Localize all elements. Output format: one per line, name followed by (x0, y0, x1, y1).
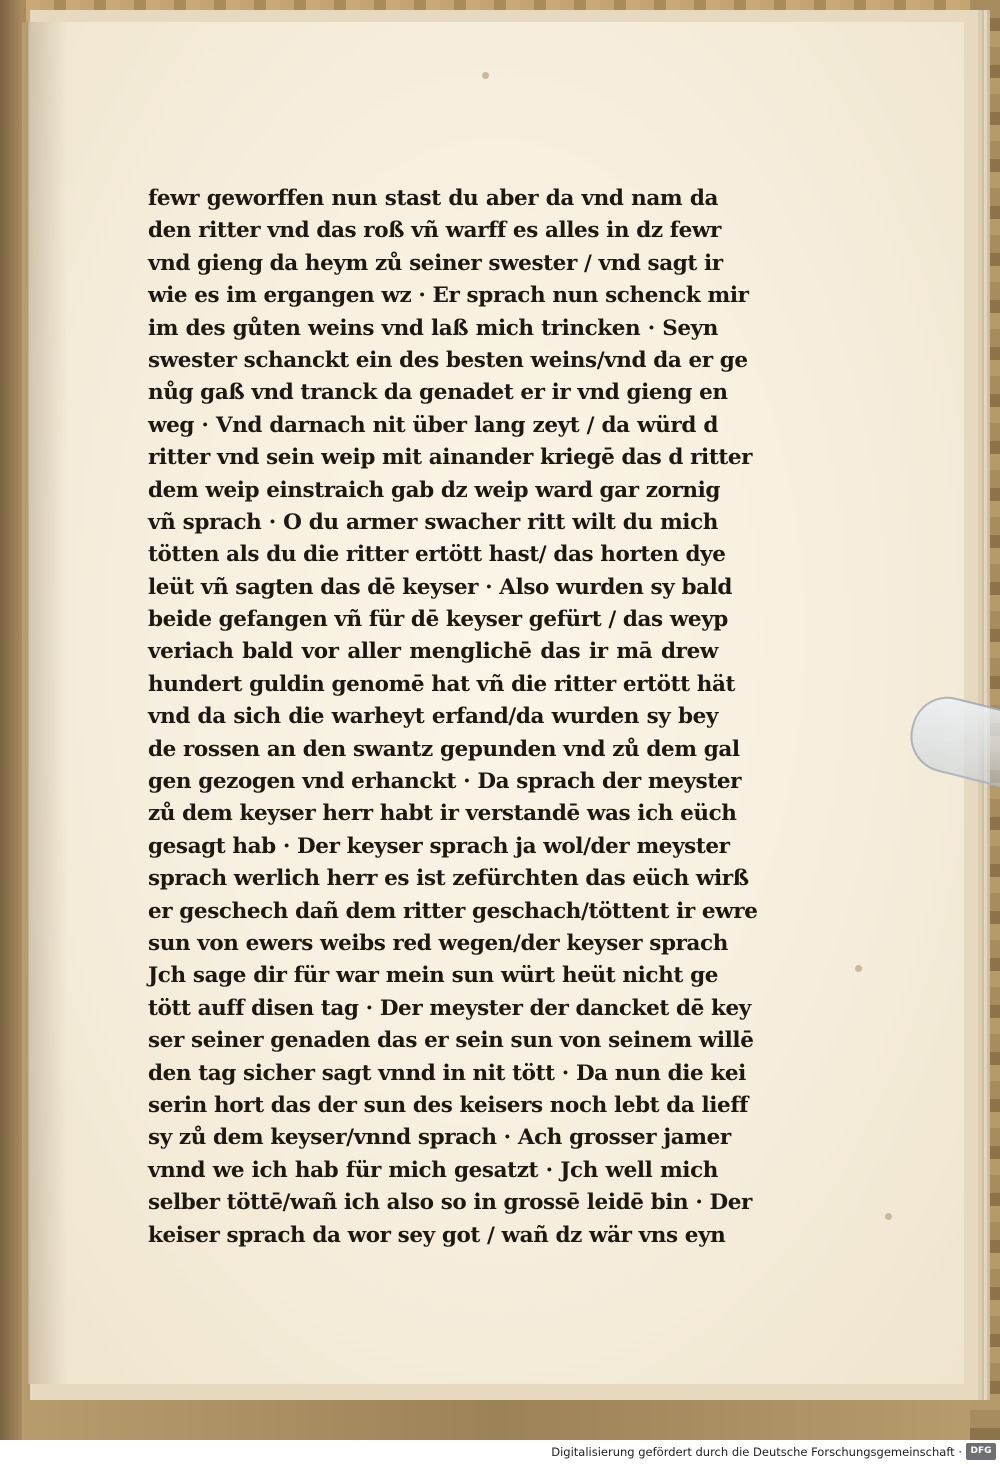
text-line: keiser sprach da wor sey got / wañ dz wär vns eyn (148, 1222, 726, 1248)
paper-spot (482, 72, 489, 79)
text-line: ritter vnd sein weip mit ainander kriegē das d ritter (148, 445, 753, 471)
text-line: selber töttē/wañ ich also so in grossē leidē bin · Der (148, 1190, 752, 1216)
text-line: den tag sicher sagt vnnd in nit tött · Da nun die kei (148, 1060, 746, 1086)
text-line: dem weip einstraich gab dz weip ward gar zornig (148, 477, 721, 503)
text-line: vñ sprach · O du armer swacher ritt wilt du mich (148, 509, 718, 535)
text-line: ser seiner genaden das er sein sun von seinem willē (148, 1028, 754, 1054)
paper-spot (885, 1213, 892, 1220)
printed-text-block (148, 183, 758, 1252)
binding-board-left (0, 0, 22, 1440)
text-line: de rossen an den swantz gepunden vnd zů dem gal (148, 736, 740, 762)
text-line: den ritter vnd das roß vñ warff es alles in dz fewr (148, 218, 721, 244)
paper-spot (855, 965, 862, 972)
text-line: gesagt hab · Der keyser sprach ja wol/der meyster (148, 833, 730, 859)
text-line: wie es im ergangen wz · Er sprach nun schenck mir (148, 283, 749, 309)
text-line: vnd da sich die warheyt erfand/da wurden sy bey (148, 704, 718, 730)
text-line: weg · Vnd darnach nit über lang zeyt / da würd d (148, 412, 718, 438)
text-line: beide gefangen vñ für dē keyser gefürt / das weyp (148, 607, 728, 633)
text-line: swester schanckt ein des besten weins/vnd da er ge (148, 347, 748, 373)
text-line: Jch sage dir für war mein sun würt heüt nicht ge (148, 963, 718, 989)
text-line: leüt vñ sagten das dē keyser · Also wurden sy bald (148, 574, 733, 600)
gutter-shadow (28, 22, 68, 1384)
text-line: im des gůten weins vnd laß mich trincken · Seyn (148, 315, 718, 341)
dfg-logo: DFG (966, 1443, 996, 1460)
text-line: nůg gaß vnd tranck da genadet er ir vnd gieng en (148, 380, 728, 406)
text-line: serin hort das der sun des keisers noch lebt da lieff (148, 1092, 749, 1118)
text-line: tötten als du die ritter ertött hast/ das horten dye (148, 542, 726, 568)
text-line: tött auff disen tag · Der meyster der dancket dē key (148, 995, 751, 1021)
text-line: vnnd we ich hab für mich gesatzt · Jch well mich (148, 1157, 718, 1183)
text-line: sun von ewers weibs red wegen/der keyser sprach (148, 930, 728, 956)
text-line: sy zů dem keyser/vnnd sprach · Ach grosser jamer (148, 1125, 731, 1151)
text-line: hundert guldin genomē hat vñ die ritter ertött hät (148, 671, 736, 697)
text-line: gen gezogen vnd erhanckt · Da sprach der meyster (148, 769, 742, 795)
text-line: vnd gieng da heym zů seiner swester / vnd sagt ir (148, 250, 723, 276)
text-line: sprach werlich herr es ist zefürchten das eüch wirß (148, 866, 749, 892)
text-line: fewr geworffen nun stast du aber da vnd nam da (148, 186, 718, 211)
text-line: zů dem keyser herr habt ir verstandē was ich eüch (148, 801, 737, 827)
text-line: er geschech dañ dem ritter geschach/töttent ir ewre (148, 898, 758, 924)
text-line: veriach bald vor aller menglichē das ir mā drew (148, 639, 718, 665)
footer-credit: Digitalisierung gefördert durch die Deutsche Forschungsgemeinschaft · (551, 1445, 962, 1459)
